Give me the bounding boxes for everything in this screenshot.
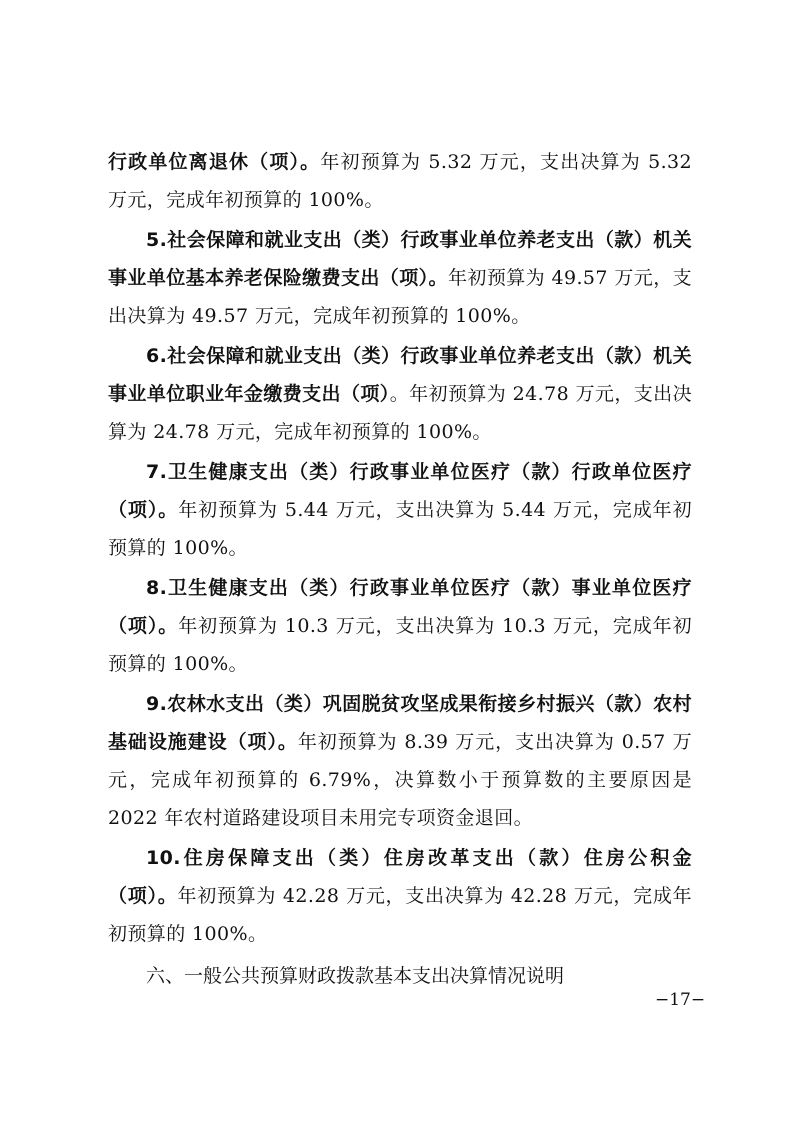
item-title: 10.住房保障支出（类）住房改革支出（款）住房公积金（项）。 <box>108 847 692 907</box>
item-text: 。年初预算为 24.78 万元，支出决算为 24.78 万元，完成年初预算的 100%。 <box>108 383 692 443</box>
item-title: 7.卫生健康支出（类）行政事业单位医疗（款）行政单位医疗（项）。 <box>108 461 692 521</box>
item-title: 6.社会保障和就业支出（类）行政事业单位养老支出（款）机关事业单位职业年金缴费支出（项） <box>108 345 692 405</box>
item-text: 年初预算为 5.32 万元，支出决算为 5.32 万元，完成年初预算的 100%。 <box>108 151 692 211</box>
item-title: 5.社会保障和就业支出（类）行政事业单位养老支出（款）机关事业单位基本养老保险缴费支出（项）。 <box>108 229 692 289</box>
paragraph-item-6 <box>108 337 692 451</box>
item-title: 行政单位离退休（项）。 <box>108 151 321 173</box>
item-text: 年初预算为 10.3 万元，支出决算为 10.3 万元，完成年初预算的 100%。 <box>108 615 692 675</box>
item-text: 年初预算为 49.57 万元，支出决算为 49.57 万元，完成年初预算的 100%。 <box>108 267 693 327</box>
item-title: 9.农林水支出（类）巩固脱贫攻坚成果衔接乡村振兴（款）农村基础设施建设（项）。 <box>108 693 692 753</box>
document-body <box>108 143 692 995</box>
item-text: 年初预算为 5.44 万元，支出决算为 5.44 万元，完成年初预算的 100%。 <box>108 499 692 559</box>
paragraph-item-9 <box>108 685 692 837</box>
paragraph-continued <box>108 143 692 219</box>
item-title: 8.卫生健康支出（类）行政事业单位医疗（款）事业单位医疗（项）。 <box>108 577 692 637</box>
item-text: 年初预算为 8.39 万元，支出决算为 0.57 万元，完成年初预算的 6.79%，决算数小于预算数的主要原因是 2022 年农村道路建设项目未用完专项资金退回。 <box>108 731 692 829</box>
section-heading: 六、一般公共预算财政拨款基本支出决算情况说明 <box>146 965 565 987</box>
paragraph-item-10 <box>108 839 692 953</box>
page-number: −17− <box>655 990 706 1010</box>
item-text: 年初预算为 42.28 万元，支出决算为 42.28 万元，完成年初预算的 100%。 <box>108 885 692 945</box>
paragraph-item-8 <box>108 569 692 683</box>
paragraph-item-7 <box>108 453 692 567</box>
paragraph-item-5 <box>108 221 692 335</box>
